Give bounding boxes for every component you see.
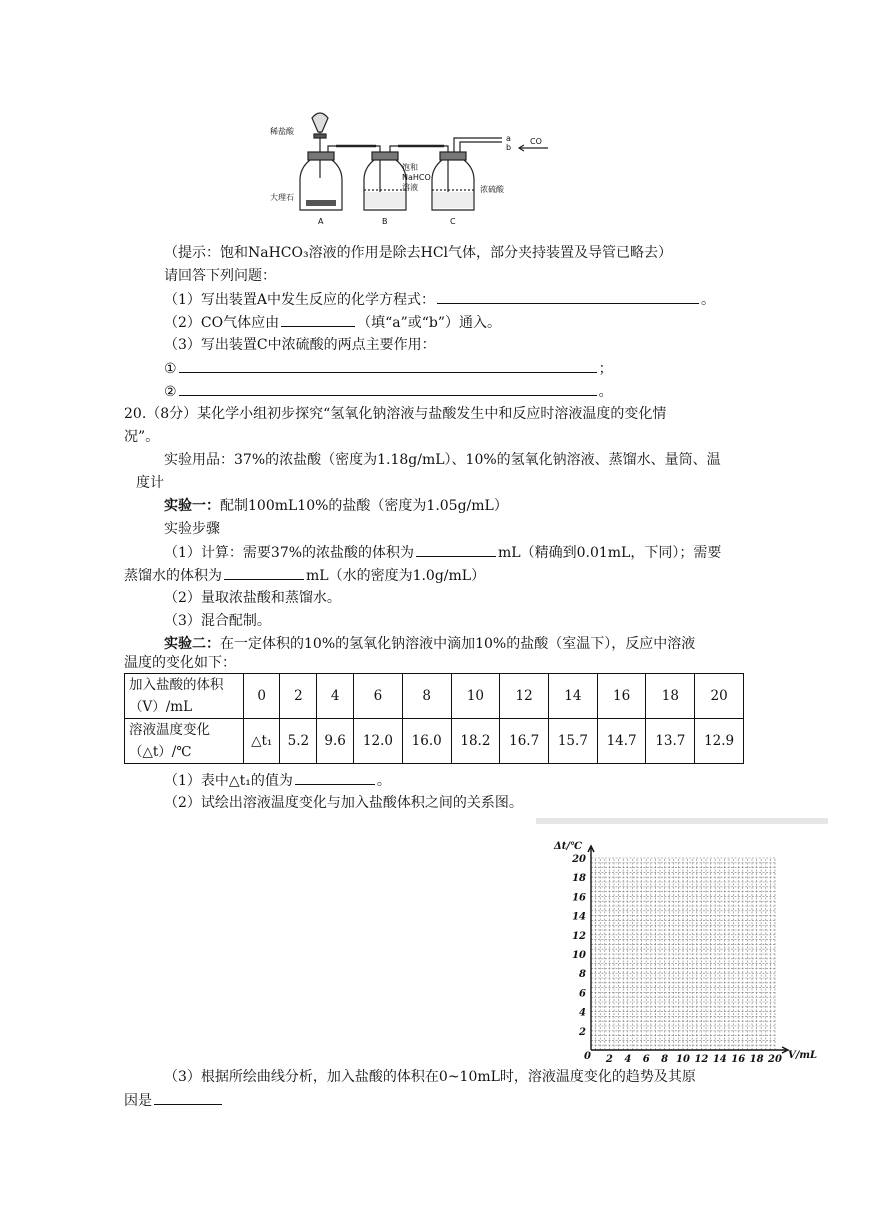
answer-blank-delta-t1[interactable]	[295, 770, 375, 785]
label-nahco3-3: 溶液	[402, 183, 418, 192]
item-1-end: ；	[598, 361, 613, 377]
label-dilute-hcl: 稀盐酸	[270, 127, 294, 136]
question-3: （3）写出装置C中浓硫酸的两点主要作用：	[164, 337, 436, 353]
y-tick-label: 8	[579, 969, 586, 981]
x-tick-label: 14	[712, 1054, 727, 1062]
label-a: a	[506, 134, 511, 143]
answer-blank-2[interactable]	[281, 312, 355, 327]
table-cell: 12	[500, 674, 549, 719]
table-cell: 12.9	[695, 719, 744, 764]
table-cell: 16	[597, 674, 646, 719]
table-cell: 14.7	[597, 719, 646, 764]
y-tick-label: 16	[572, 892, 586, 904]
x-tick-label: 12	[694, 1054, 709, 1062]
table-question-3-text-b: 因是	[124, 1093, 152, 1109]
item-2-mark: ②	[164, 384, 177, 400]
answer-blank-water-volume[interactable]	[224, 565, 304, 580]
answer-blank-3-2[interactable]	[179, 381, 597, 396]
graph-origin: 0	[584, 1051, 591, 1062]
experiment-2-text-2: 温度的变化如下：	[124, 655, 236, 671]
table-cell: 13.7	[646, 719, 695, 764]
question-2-text-b: （填“a”或“b”）通入。	[357, 315, 502, 331]
step-1-cont	[124, 565, 485, 586]
table-cell: 20	[695, 674, 744, 719]
hint-text: （提示：饱和NaHCO₃溶液的作用是除去HCl气体，部分夹持装置及导管已略去）	[164, 245, 673, 261]
materials-line-2: 度计	[136, 475, 164, 491]
table-cell: 5.2	[280, 719, 317, 764]
experiment-1-label: 实验一：	[164, 498, 220, 514]
y-tick-label: 4	[579, 1007, 586, 1019]
step-1-text-a: （1）计算：需要37%的浓盐酸的体积为	[164, 545, 415, 561]
table-question-1-end: 。	[376, 773, 391, 789]
table-cell: △t₁	[244, 719, 280, 764]
intro-text: 请回答下列问题：	[164, 268, 276, 284]
table-row	[125, 674, 744, 719]
table-cell: 16.7	[500, 719, 549, 764]
x-tick-label: 8	[661, 1054, 669, 1062]
table-question-1-text: （1）表中△t₁的值为	[164, 773, 293, 789]
label-bottle-b: B	[382, 217, 388, 226]
answer-blank-conc-volume[interactable]	[416, 542, 496, 557]
table-cell: 2	[280, 674, 317, 719]
y-tick-label: 12	[572, 930, 586, 942]
table-cell: 16.0	[402, 719, 451, 764]
row-1-header: 加入盐酸的体积（V）/mL	[125, 674, 244, 719]
table-question-1	[164, 770, 391, 791]
step-2: （2）量取浓盐酸和蒸馏水。	[164, 590, 341, 606]
table-question-3: （3）根据所绘曲线分析，加入盐酸的体积在0~10mL时，溶液温度变化的趋势及其原	[164, 1069, 696, 1085]
apparatus-diagram	[268, 108, 558, 230]
experiment-2	[164, 634, 695, 654]
experiment-1	[164, 496, 508, 516]
question-2-text-a: （2）CO气体应由	[164, 315, 280, 331]
table-question-3-cont	[124, 1090, 224, 1111]
table-cell: 15.7	[549, 719, 598, 764]
label-nahco3-2: NaHCO	[402, 173, 431, 182]
step-1-text-d: mL（水的密度为1.0g/mL）	[306, 568, 486, 584]
table-cell: 18	[646, 674, 695, 719]
label-bottle-a: A	[318, 217, 324, 226]
steps-heading: 实验步骤	[164, 521, 220, 537]
question-1	[164, 289, 715, 310]
answer-blank-trend[interactable]	[154, 1090, 222, 1105]
question-1-end: 。	[701, 292, 716, 308]
graph-x-label: V/mL	[788, 1050, 818, 1061]
x-tick-label: 6	[642, 1054, 650, 1062]
blank-graph	[536, 818, 830, 1062]
y-tick-label: 6	[579, 988, 586, 1000]
row-2-header: 溶液温度变化（△t）/℃	[125, 719, 244, 764]
x-tick-label: 2	[605, 1054, 613, 1062]
step-1-text-c: 蒸馏水的体积为	[124, 568, 222, 584]
step-1	[164, 542, 721, 563]
x-tick-label: 20	[768, 1054, 782, 1062]
data-table	[124, 673, 744, 764]
y-tick-label: 10	[572, 950, 586, 961]
step-1-text-b: mL（精确到0.01mL，下同）；需要	[498, 545, 722, 561]
label-b: b	[506, 143, 512, 152]
question-3-item-1	[164, 358, 613, 379]
x-tick-label: 10	[676, 1054, 690, 1062]
x-tick-label: 16	[731, 1054, 746, 1062]
graph-y-label: Δt/℃	[554, 841, 583, 852]
x-tick-label: 18	[749, 1054, 764, 1062]
table-cell: 4	[317, 674, 354, 719]
problem-20-line-2: 况”。	[124, 429, 160, 445]
experiment-2-label: 实验二：	[164, 636, 220, 652]
table-question-2: （2）试绘出溶液温度变化与加入盐酸体积之间的关系图。	[164, 795, 523, 811]
question-1-text: （1）写出装置A中发生反应的化学方程式：	[164, 292, 436, 308]
x-tick-label: 4	[624, 1054, 632, 1062]
table-cell: 6	[354, 674, 403, 719]
table-cell: 12.0	[354, 719, 403, 764]
answer-blank-3-1[interactable]	[179, 358, 597, 373]
y-tick-label: 18	[572, 873, 586, 885]
item-2-end: 。	[598, 384, 613, 400]
problem-20-line-1: 20.（8分）某化学小组初步探究“氢氧化钠溶液与盐酸发生中和反应时溶液温度的变化情	[124, 406, 667, 422]
table-cell: 18.2	[451, 719, 500, 764]
item-1-mark: ①	[164, 361, 177, 377]
label-bottle-c: C	[450, 217, 456, 226]
table-cell: 8	[402, 674, 451, 719]
label-marble: 大理石	[270, 193, 294, 202]
label-conc-h2so4: 浓硫酸	[480, 185, 504, 194]
y-tick-label: 20	[572, 854, 586, 865]
experiment-1-text: 配制100mL10%的盐酸（密度为1.05g/mL）	[220, 498, 508, 514]
question-2	[164, 312, 501, 333]
y-tick-label: 14	[572, 911, 586, 923]
experiment-2-text: 在一定体积的10%的氢氧化钠溶液中滴加10%的盐酸（室温下），反应中溶液	[220, 636, 696, 652]
table-row	[125, 719, 744, 764]
answer-blank-1[interactable]	[437, 289, 699, 304]
table-cell: 14	[549, 674, 598, 719]
y-tick-label: 2	[579, 1026, 586, 1038]
table-cell: 10	[451, 674, 500, 719]
step-3: （3）混合配制。	[164, 613, 271, 629]
label-co: CO	[530, 137, 542, 146]
question-3-item-2	[164, 381, 613, 402]
materials-line-1: 实验用品：37%的浓盐酸（密度为1.18g/mL）、10%的氢氧化钠溶液、蒸馏水、量筒、温	[164, 452, 721, 468]
table-cell: 0	[244, 674, 280, 719]
label-nahco3-1: 饱和	[402, 163, 418, 172]
table-cell: 9.6	[317, 719, 354, 764]
